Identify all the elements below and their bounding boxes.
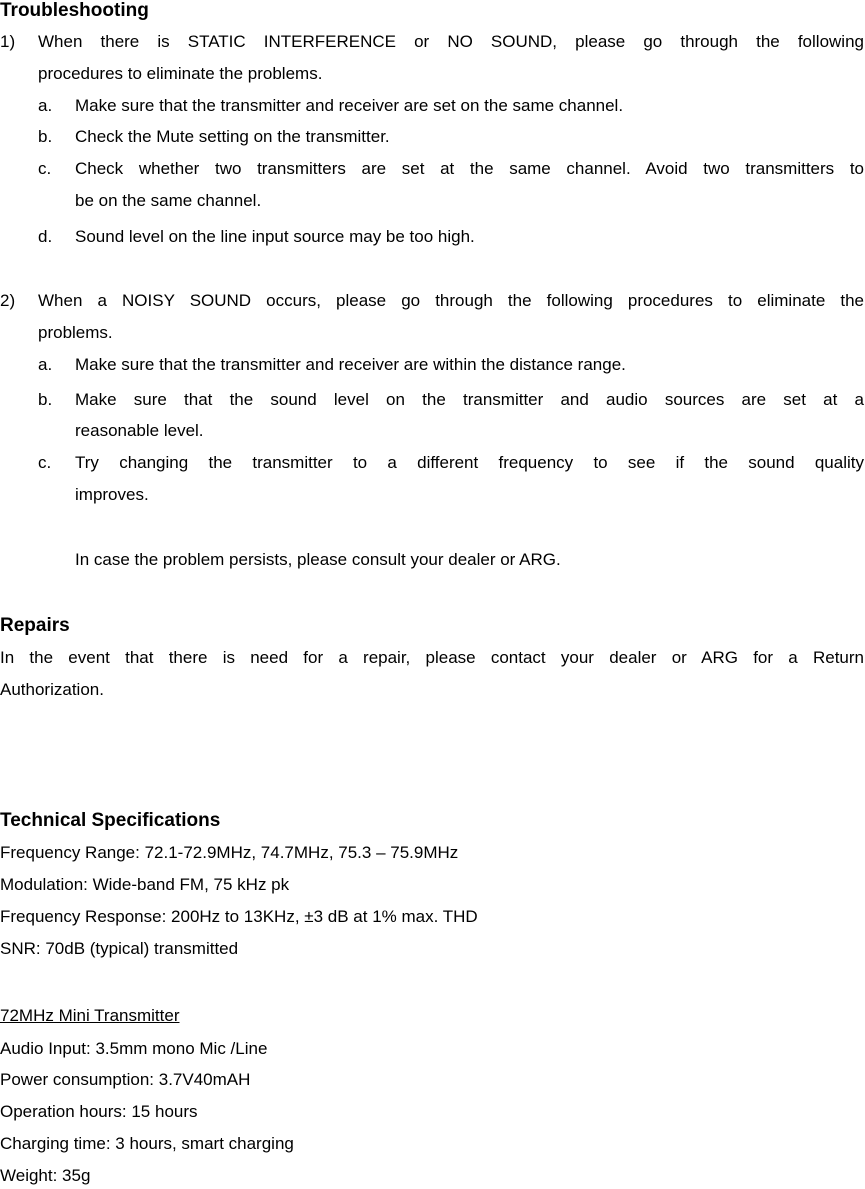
item-1-line-1: When there is STATIC INTERFERENCE or NO SOUND, please go through the following [38, 32, 864, 51]
item-1-sub-b-letter: b. [38, 127, 53, 146]
spec-operation-hours: Operation hours: 15 hours [0, 1102, 198, 1121]
item-1-line-2: procedures to eliminate the problems. [38, 64, 323, 83]
specs-heading: Technical Specifications [0, 810, 221, 831]
item-2-sub-a-letter: a. [38, 355, 53, 374]
item-2-sub-b-line-1: Make sure that the sound level on the transmitter and audio sources are set at a [75, 390, 864, 409]
item-2-number: 2) [0, 291, 16, 310]
spec-frequency-range: Frequency Range: 72.1-72.9MHz, 74.7MHz, 75.3 – 75.9MHz [0, 843, 459, 862]
troubleshooting-note: In case the problem persists, please consult your dealer or ARG. [75, 550, 561, 569]
repairs-heading: Repairs [0, 615, 70, 636]
item-2-line-1: When a NOISY SOUND occurs, please go through the following procedures to eliminate the [38, 291, 864, 310]
spec-weight: Weight: 35g [0, 1166, 91, 1185]
item-1-sub-d-letter: d. [38, 227, 53, 246]
item-1-number: 1) [0, 32, 16, 51]
repairs-line-1: In the event that there is need for a repair, please contact your dealer or ARG for a Return [0, 648, 864, 667]
item-1-sub-c-letter: c. [38, 159, 52, 178]
item-1-sub-a-text: Make sure that the transmitter and receiver are set on the same channel. [75, 96, 624, 115]
item-2-sub-c-line-1: Try changing the transmitter to a different frequency to see if the sound quality [75, 453, 864, 472]
item-2-line-2: problems. [38, 323, 113, 342]
item-2-sub-c-letter: c. [38, 453, 52, 472]
spec-power-consumption: Power consumption: 3.7V40mAH [0, 1070, 251, 1089]
item-1-sub-c-line-2: be on the same channel. [75, 191, 262, 210]
item-2-sub-c-line-2: improves. [75, 485, 149, 504]
spec-snr: SNR: 70dB (typical) transmitted [0, 939, 239, 958]
transmitter-heading: 72MHz Mini Transmitter [0, 1006, 180, 1025]
item-1-sub-a-letter: a. [38, 96, 53, 115]
item-2-sub-b-letter: b. [38, 390, 53, 409]
item-2-sub-b-line-2: reasonable level. [75, 421, 204, 440]
item-1-sub-b-text: Check the Mute setting on the transmitter. [75, 127, 390, 146]
repairs-line-2: Authorization. [0, 680, 104, 699]
item-1-sub-d-text: Sound level on the line input source may be too high. [75, 227, 475, 246]
spec-modulation: Modulation: Wide-band FM, 75 kHz pk [0, 875, 290, 894]
item-1-sub-c-line-1: Check whether two transmitters are set at the same channel. Avoid two transmitters to [75, 159, 864, 178]
item-2-sub-a-text: Make sure that the transmitter and receiver are within the distance range. [75, 355, 626, 374]
troubleshooting-heading: Troubleshooting [0, 0, 149, 21]
spec-frequency-response: Frequency Response: 200Hz to 13KHz, ±3 dB at 1% max. THD [0, 907, 478, 926]
spec-audio-input: Audio Input: 3.5mm mono Mic /Line [0, 1039, 268, 1058]
spec-charging-time: Charging time: 3 hours, smart charging [0, 1134, 294, 1153]
